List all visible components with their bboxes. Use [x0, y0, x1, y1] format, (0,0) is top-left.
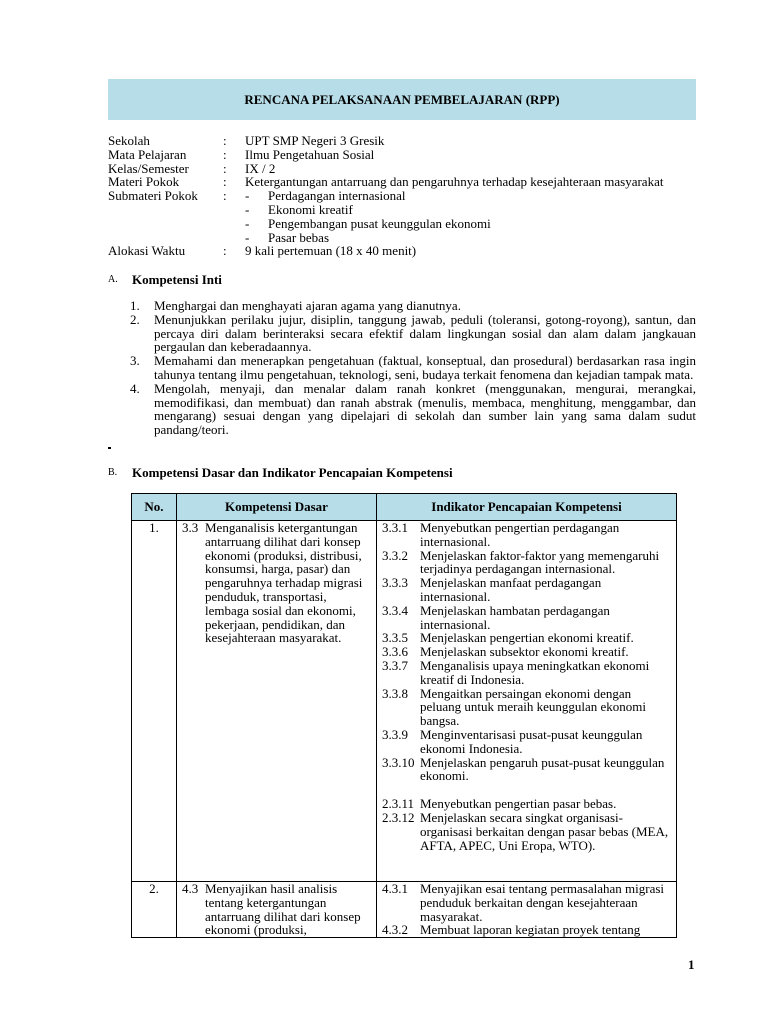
indicator-item: [377, 687, 676, 728]
meta-label: Sekolah: [108, 133, 150, 148]
meta-colon: :: [223, 174, 227, 190]
indicator-code: 2.3.11: [382, 796, 415, 812]
kompetensi-table: [131, 493, 677, 938]
indicator-item: [377, 549, 676, 577]
submateri-list: [245, 189, 708, 244]
meta-label: Kelas/Semester: [108, 160, 189, 176]
header-indikator: Indikator Pencapaian Kompetensi: [377, 494, 677, 521]
indicator-code: 3.3.8: [382, 685, 408, 701]
meta-value: IX / 2: [245, 160, 276, 176]
meta-colon: :: [223, 160, 227, 176]
indicator-text: Menjelaskan manfaat perdagangan internasional.: [420, 575, 602, 604]
meta-value: 9 kali pertemuan (18 x 40 menit): [245, 243, 417, 259]
indicator-cell: [377, 521, 677, 882]
indicator-item: [377, 521, 676, 549]
submateri-text: Pengembangan pusat keunggulan ekonomi: [268, 215, 491, 231]
meta-row-materi-pokok: [108, 175, 708, 189]
identity-block: [108, 134, 708, 258]
list-number: 3.: [130, 353, 140, 369]
meta-label: Mata Pelajaran: [108, 146, 187, 162]
meta-colon: :: [223, 133, 227, 148]
section-title: Kompetensi Dasar dan Indikator Pencapaian Kompetensi: [132, 465, 453, 480]
list-text: Memahami dan menerapkan pengetahuan (faktual, konseptual, dan prosedural) berdasarkan rasa ingin tahunya tentang ilmu pengetahuan, teknologi, seni, budaya terkait fenomena dan kejadian tampak mata.: [154, 353, 696, 382]
indicator-text: Mengaitkan persaingan ekonomi dengan peluang untuk meraih keunggulan ekonomi bangsa.: [420, 685, 647, 729]
kd-text: Menganalisis ketergantungan antarruang dilihat dari konsep ekonomi (produksi, distribusi, konsumsi, harga, pasar) dan pengaruhnya terhadap migrasi penduduk, transportasi, lembaga sosial dan ekonomi, pekerjaan, pendidikan, dan kesejahteraan masyarakat.: [205, 520, 363, 646]
indicator-code: 4.3.1: [382, 881, 408, 896]
meta-colon: :: [223, 243, 227, 259]
list-text: Menunjukkan perilaku jujur, disiplin, tanggung jawab, peduli (toleransi, gotong-royong), santun, dan percaya diri dalam berinteraksi secara efektif dalam lingkungan sosial dan alam dalam jangkauan pergaulan dan keberadaannya.: [154, 311, 696, 355]
indicator-text: Menjelaskan pengertian ekonomi kreatif.: [420, 630, 634, 646]
indicator-text: Menjelaskan hambatan perdagangan internasional.: [420, 602, 610, 632]
list-item: [130, 382, 696, 437]
submateri-text: Perdagangan internasional: [268, 188, 406, 204]
meta-row-alokasi-waktu: [108, 244, 708, 258]
section-heading-a: [108, 273, 222, 287]
indicator-code: 3.3.9: [382, 726, 408, 742]
row-number: 2.: [132, 882, 177, 938]
list-text: Menghargai dan menghayati ajaran agama yang dianutnya.: [154, 298, 461, 313]
submateri-text: Ekonomi kreatif: [268, 201, 353, 217]
submateri-item: [245, 203, 708, 217]
indicator-item: [377, 756, 676, 784]
meta-label: Materi Pokok: [108, 174, 180, 190]
page-number: 1: [688, 957, 695, 972]
indicator-text: Membuat laporan kegiatan proyek tentang: [420, 922, 641, 938]
list-number: 1.: [130, 298, 140, 313]
indicator-item: [377, 659, 676, 687]
meta-row-mata-pelajaran: [108, 148, 708, 162]
indicator-code: 3.3.6: [382, 644, 408, 660]
indicator-item: [377, 604, 676, 632]
meta-label: Submateri Pokok: [108, 188, 198, 204]
indicator-code: 3.3.7: [382, 657, 408, 673]
indicator-item: [377, 882, 676, 923]
indicator-text: Menginventarisasi pusat-pusat keunggulan ekonomi Indonesia.: [420, 726, 643, 756]
indicator-code: 3.3.5: [382, 630, 408, 646]
document-title: RENCANA PELAKSANAAN PEMBELAJARAN (RPP): [244, 91, 560, 107]
kompetensi-inti-list: [130, 299, 696, 437]
section-letter: A.: [108, 274, 118, 285]
table-row: [132, 882, 677, 938]
indicator-text: Menjelaskan secara singkat organisasi-organisasi berkaitan dengan pasar bebas (MEA, AFTA, APEC, Uni Eropa, WTO).: [420, 809, 669, 853]
list-item: [130, 313, 696, 354]
document-title-banner: [108, 79, 696, 120]
meta-label: Alokasi Waktu: [108, 243, 186, 259]
table-header-row: [132, 494, 677, 521]
section-title: Kompetensi Inti: [132, 272, 222, 287]
indicator-text: Menganalisis upaya meningkatkan ekonomi kreatif di Indonesia.: [420, 657, 650, 687]
indicator-item: [377, 631, 676, 645]
header-kompetensi-dasar: Kompetensi Dasar: [177, 494, 377, 521]
indicator-text: Menjelaskan faktor-faktor yang memengaruhi terjadinya perdagangan internasional.: [420, 547, 660, 577]
section-letter: B.: [108, 467, 118, 478]
list-text: Mengolah, menyaji, dan menalar dalam ranah konkret (menggunakan, mengurai, merangkai, memodifikasi, dan membuat) dan ranah abstrak (menulis, membaca, menghitung, menggambar, dan mengarang) sesuai dengan yang dipelajari di sekolah dan sumber lain yang sama dalam sudut pandang/teori.: [154, 380, 696, 438]
submateri-item: [245, 189, 708, 203]
table-row: [132, 521, 677, 882]
indicator-code: 2.3.12: [382, 809, 415, 825]
spacer: [377, 783, 676, 797]
indicator-code: 3.3.3: [382, 575, 408, 591]
submateri-item: [245, 231, 708, 245]
indicator-item: [377, 797, 676, 811]
indicator-text: Menjelaskan pengaruh pusat-pusat keunggulan ekonomi.: [420, 754, 665, 784]
indicator-text: Menyajikan esai tentang permasalahan migrasi penduduk berkaitan dengan kesejahteraan masyarakat.: [420, 881, 665, 924]
indicator-code: 3.3.4: [382, 602, 408, 618]
list-number: 4.: [130, 380, 140, 396]
bullet-dash: -: [245, 201, 250, 217]
indicator-text: Menyebutkan pengertian pasar bebas.: [420, 796, 617, 812]
indicator-item: [377, 923, 676, 937]
kd-code: 3.3: [182, 520, 199, 535]
kd-code: 4.3: [182, 881, 199, 896]
indicator-text: Menyebutkan pengertian perdagangan internasional.: [420, 520, 620, 549]
meta-value: Ilmu Pengetahuan Sosial: [245, 146, 375, 162]
indicator-code: 3.3.10: [382, 754, 415, 770]
list-item: [130, 354, 696, 382]
submateri-text: Pasar bebas: [268, 229, 330, 245]
kd-text: Menyajikan hasil analisis tentang ketergantungan antarruang dilihat dari konsep ekonomi (produksi,: [205, 881, 361, 938]
indicator-item: [377, 728, 676, 756]
bullet-dash: -: [245, 229, 250, 245]
indicator-code: 3.3.1: [382, 520, 408, 535]
indicator-text: Menjelaskan subsektor ekonomi kreatif.: [420, 644, 629, 660]
bullet-dash: -: [245, 215, 250, 231]
list-item: [130, 299, 696, 313]
meta-value: UPT SMP Negeri 3 Gresik: [245, 133, 385, 148]
header-no: No.: [132, 494, 177, 521]
bullet-dash: -: [245, 188, 250, 204]
indicator-cell: [377, 882, 677, 938]
meta-colon: :: [223, 188, 227, 204]
list-number: 2.: [130, 311, 140, 327]
meta-value: Ketergantungan antarruang dan pengaruhnya terhadap kesejahteraan masyarakat: [245, 174, 664, 190]
row-number: 1.: [132, 521, 177, 882]
submateri-item: [245, 217, 708, 231]
indicator-item: [377, 645, 676, 659]
stray-mark: [108, 447, 111, 449]
meta-colon: :: [223, 146, 227, 162]
section-heading-b: [108, 466, 453, 480]
meta-row-submateri: [108, 189, 708, 244]
indicator-code: 3.3.2: [382, 547, 408, 563]
indicator-code: 4.3.2: [382, 922, 408, 938]
kd-cell: [177, 521, 377, 882]
meta-row-kelas-semester: [108, 162, 708, 176]
kd-cell: [177, 882, 377, 938]
meta-row-sekolah: [108, 134, 708, 148]
indicator-item: [377, 576, 676, 604]
indicator-item: [377, 811, 676, 852]
